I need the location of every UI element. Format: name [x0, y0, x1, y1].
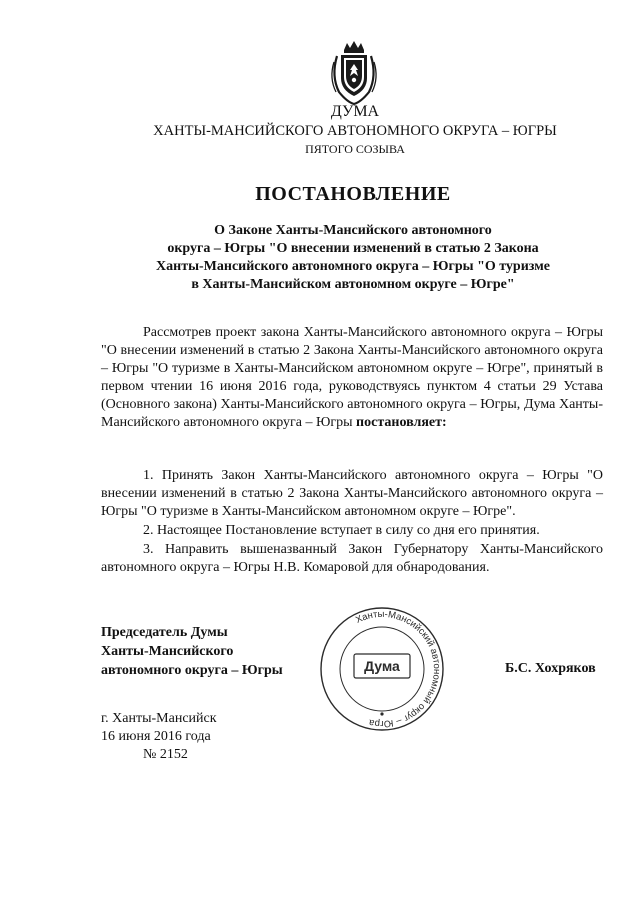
- stamp-ring-text: автономный: [420, 647, 443, 706]
- subject-line: О Законе Ханты-Мансийского автономного: [214, 223, 492, 238]
- position-line: Ханты-Мансийского: [101, 644, 234, 659]
- official-stamp: [318, 605, 446, 733]
- stamp-center-text: Дума: [364, 658, 400, 674]
- org-name-line2: ХАНТЫ-МАНСИЙСКОГО АВТОНОМНОГО ОКРУГА – ЮГРЫ: [153, 123, 557, 139]
- subject-line: в Ханты-Мансийском автономном округе – Югре": [191, 277, 515, 292]
- document-place-date: [101, 710, 217, 764]
- resolution-items: [101, 467, 603, 578]
- date: 16 июня 2016 года: [101, 729, 211, 744]
- subject-line: Ханты-Мансийского автономного округа – Югры "О туризме: [156, 259, 550, 274]
- resolution-item: 2. Настоящее Постановление вступает в силу со дня его принятия.: [143, 523, 540, 538]
- position-line: автономного округа – Югры: [101, 663, 283, 678]
- resolution-item: 3. Направить вышеназванный Закон Губернатору Ханты-Мансийского автономного округа – Югры Н.В. Комаровой для обнародования.: [101, 542, 603, 575]
- document-title: ПОСТАНОВЛЕНИЕ: [255, 183, 451, 205]
- preamble-paragraph: [101, 324, 603, 432]
- resolution-item: 1. Принять Закон Ханты-Мансийского автономного округа – Югры "О внесении изменений в статью 2 Закона Ханты-Мансийского автономного округа – Югры "О туризме в Ханты-Мансийском автономном округе – Югре".: [101, 468, 603, 519]
- document-subject: [100, 222, 606, 294]
- coat-of-arms-icon: [325, 40, 383, 106]
- org-convocation: ПЯТОГО СОЗЫВА: [305, 142, 405, 156]
- signature-position: [101, 623, 283, 680]
- resolves-word: постановляет:: [356, 415, 447, 430]
- org-name-line1: ДУМА: [330, 103, 380, 120]
- stamp-ring-text: Югра: [368, 716, 394, 730]
- city: г. Ханты-Мансийск: [101, 711, 217, 726]
- document-number: № 2152: [143, 747, 188, 762]
- stamp-ring-text: округ –: [394, 700, 428, 727]
- stamp-ring-text: Ханты-Мансийский: [354, 608, 437, 649]
- signer-name: Б.С. Хохряков: [505, 661, 596, 676]
- preamble-text: Рассмотрев проект закона Ханты-Мансийского автономного округа – Югры "О внесении изменений в статью 2 Закона Ханты-Мансийского автономного округа – Югры "О туризме в Ханты-Мансийском автономном округе – Югре", принятый в первом чтении 16 июня 2016 года, руководствуясь пунктом 4 статьи 29 Устава (Основного закона) Ханты-Мансийского автономного округа – Югры, Дума Ханты-Мансийского автономного округа – Югры: [101, 325, 603, 430]
- subject-line: округа – Югры "О внесении изменений в статью 2 Закона: [167, 241, 539, 256]
- position-line: Председатель Думы: [101, 625, 228, 640]
